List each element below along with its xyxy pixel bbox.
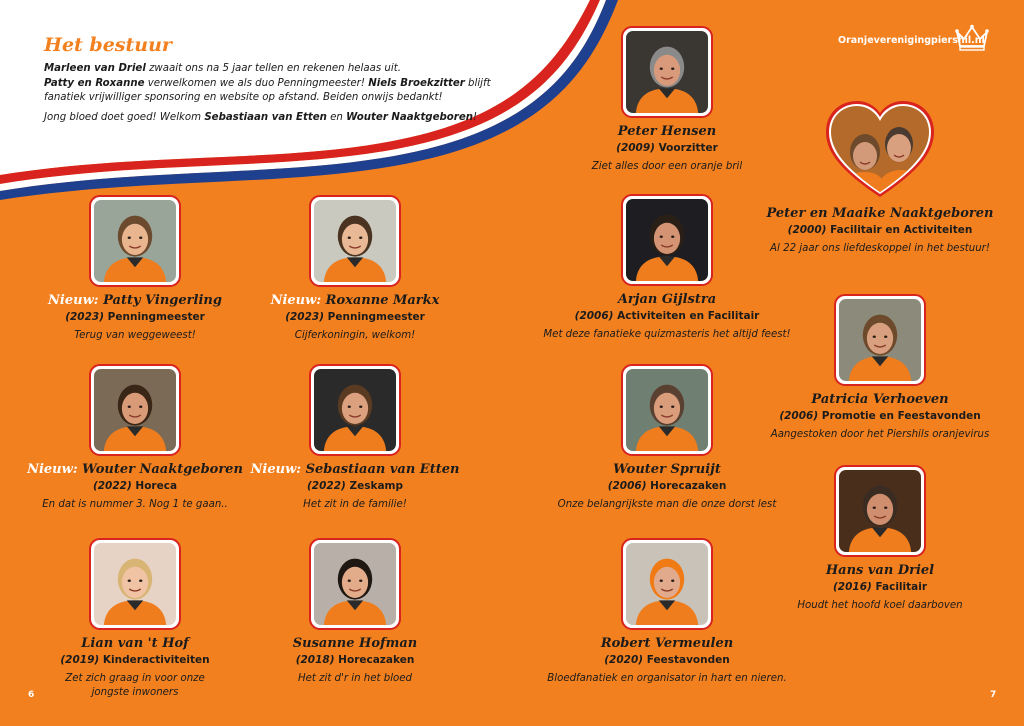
member-function: Zeskamp: [345, 480, 403, 492]
member-quote: Zet zich graag in voor onze jongste inwoners: [65, 673, 205, 698]
portrait-photo: [94, 200, 176, 282]
member-role: [230, 311, 480, 323]
member-name-text: Peter en Maaike Naaktgeboren: [766, 206, 994, 221]
board-member-card: [755, 100, 1005, 256]
member-function: Facilitair en Activiteiten: [826, 224, 973, 236]
member-name-text: Wouter Naaktgeboren: [82, 462, 243, 477]
intro-text: Jong bloed doet goed! Welkom: [44, 111, 205, 123]
portrait-photo: [626, 369, 708, 451]
section-title: Het bestuur: [44, 34, 172, 56]
member-role: [230, 480, 480, 492]
member-function: Horeca: [131, 480, 178, 492]
intro-name: Sebastiaan van Etten: [204, 111, 327, 123]
portrait-photo: [626, 543, 708, 625]
photo-frame: [309, 195, 401, 287]
member-year: (2019): [60, 654, 100, 666]
member-name: [230, 462, 480, 477]
member-name-text: Peter Hensen: [617, 124, 717, 139]
intro-text: zwaait ons na 5 jaar tellen en rekenen helaas uit.: [145, 63, 401, 74]
member-year: (2023): [285, 311, 325, 323]
member-name: [755, 563, 1005, 578]
member-name: [755, 206, 1005, 221]
member-year: (2006): [779, 410, 819, 422]
board-member-card: [755, 465, 1005, 613]
portrait-photo: [94, 543, 176, 625]
photo-frame: [89, 364, 181, 456]
member-function: Kinderactiviteiten: [99, 654, 210, 666]
intro-text: en: [326, 111, 347, 123]
member-name: [230, 636, 480, 651]
member-role: [10, 480, 260, 492]
member-name: [10, 293, 260, 308]
member-function: Feestavonden: [643, 654, 730, 666]
member-function: Penningmeester: [104, 311, 205, 323]
member-quote: En dat is nummer 3. Nog 1 te gaan..: [42, 499, 228, 510]
member-function: Horecazaken: [646, 480, 727, 492]
intro-name: Marleen van Driel: [44, 63, 146, 74]
member-name-text: Patty Vingerling: [103, 293, 222, 308]
member-year: (2020): [604, 654, 644, 666]
member-quote: Met deze fanatieke quizmasteris het altijd feest!: [543, 329, 791, 340]
photo-frame: [621, 26, 713, 118]
portrait-photo: [839, 470, 921, 552]
portrait-photo: [314, 200, 396, 282]
intro-text: verwelkomen we als duo Penningmeester!: [144, 77, 369, 89]
portrait-photo: [314, 543, 396, 625]
intro-name: Niels Broekzitter: [368, 77, 465, 89]
member-role: [230, 654, 480, 666]
member-year: (2022): [92, 480, 132, 492]
member-year: (2006): [607, 480, 647, 492]
member-quote: Al 22 jaar ons liefdeskoppel in het bestuur!: [770, 243, 990, 254]
member-quote: Het zit d'r in het bloed: [297, 673, 412, 684]
crown-icon: [954, 24, 990, 52]
photo-frame: [89, 538, 181, 630]
website-label: Oranjeverenigingpiershil.nl: [838, 35, 985, 46]
portrait-photo: [626, 31, 708, 113]
intro-paragraph-1: [44, 62, 514, 77]
board-member-card: [10, 364, 260, 512]
intro-paragraph-3: [44, 111, 514, 126]
member-quote: Onze belangrijkste man die onze dorst lest: [557, 499, 777, 510]
member-name-text: Wouter Spruijt: [613, 462, 721, 477]
member-year: (2018): [295, 654, 335, 666]
member-name-text: Sebastiaan van Etten: [305, 462, 460, 477]
member-function: Horecazaken: [334, 654, 415, 666]
photo-frame: [309, 538, 401, 630]
member-name-text: Robert Vermeulen: [600, 636, 734, 651]
member-role: [10, 311, 260, 323]
member-year: (2023): [65, 311, 105, 323]
member-function: Voorzitter: [654, 142, 718, 154]
member-year: (2000): [787, 224, 827, 236]
board-member-card: [230, 538, 480, 686]
member-year: (2022): [307, 480, 346, 492]
photo-frame: [834, 294, 926, 386]
photo-frame: [621, 194, 713, 286]
member-name: [755, 392, 1005, 407]
board-member-card: [10, 538, 260, 700]
photo-frame: [834, 465, 926, 557]
member-role: [755, 410, 1005, 422]
portrait-photo: [839, 299, 921, 381]
member-year: (2006): [574, 310, 614, 322]
board-member-card: [230, 195, 480, 343]
member-name-text: Roxanne Markx: [325, 293, 440, 308]
member-year: (2009): [616, 142, 655, 154]
photo-frame: [309, 364, 401, 456]
member-quote: Houdt het hoofd koel daarboven: [797, 600, 963, 611]
member-function: Facilitair: [871, 581, 928, 593]
board-member-card: [755, 294, 1005, 442]
photo-frame: [621, 364, 713, 456]
member-name: [10, 462, 260, 477]
intro-paragraph-2: [44, 77, 514, 106]
photo-frame: [89, 195, 181, 287]
photo-frame: [621, 538, 713, 630]
member-quote: Aangestoken door het Piershils oranjevirus: [770, 429, 990, 440]
member-quote: Cijferkoningin, welkom!: [294, 330, 416, 341]
new-member-label: Nieuw:: [270, 293, 326, 308]
member-quote: Ziet alles door een oranje bril: [591, 161, 743, 172]
member-name: [542, 636, 792, 651]
member-function: Promotie en Feestavonden: [818, 410, 981, 422]
member-name-text: Patricia Verhoeven: [811, 392, 949, 407]
member-role: [755, 581, 1005, 593]
portrait-photo: [94, 369, 176, 451]
member-year: (2016): [832, 581, 872, 593]
member-function: Penningmeester: [324, 311, 425, 323]
member-name-text: Lian van 't Hof: [81, 636, 189, 651]
member-name-text: Susanne Hofman: [292, 636, 418, 651]
member-name-text: Hans van Driel: [825, 563, 935, 578]
member-quote: Bloedfanatiek en organisator in hart en nieren.: [547, 673, 787, 684]
member-name: [230, 293, 480, 308]
member-role: [542, 654, 792, 666]
intro-name: Patty en Roxanne: [44, 77, 145, 89]
intro-text: !: [473, 111, 478, 123]
member-quote: Terug van weggeweest!: [74, 330, 196, 341]
member-role: [755, 224, 1005, 236]
board-member-card: [10, 195, 260, 343]
intro-section: [44, 34, 514, 125]
board-member-card: [230, 364, 480, 512]
heart-portrait-photo: [825, 100, 935, 200]
member-name-text: Arjan Gijlstra: [617, 292, 717, 307]
portrait-photo: [314, 369, 396, 451]
member-name: [10, 636, 260, 651]
member-quote: Het zit in de familie!: [303, 499, 407, 510]
new-member-label: Nieuw:: [250, 462, 306, 477]
member-role: [10, 654, 260, 666]
page-number-right: 7: [990, 690, 997, 700]
member-function: Activiteiten en Facilitair: [613, 310, 760, 322]
intro-name: Wouter Naaktgeboren: [346, 111, 473, 123]
intro-text: blijft fanatiek vrijwilliger sponsoring en website op afstand. Beiden onwijs bedankt!: [44, 77, 491, 103]
portrait-photo: [626, 199, 708, 281]
new-member-label: Nieuw:: [48, 293, 104, 308]
page-number-left: 6: [28, 690, 35, 700]
new-member-label: Nieuw:: [27, 462, 83, 477]
